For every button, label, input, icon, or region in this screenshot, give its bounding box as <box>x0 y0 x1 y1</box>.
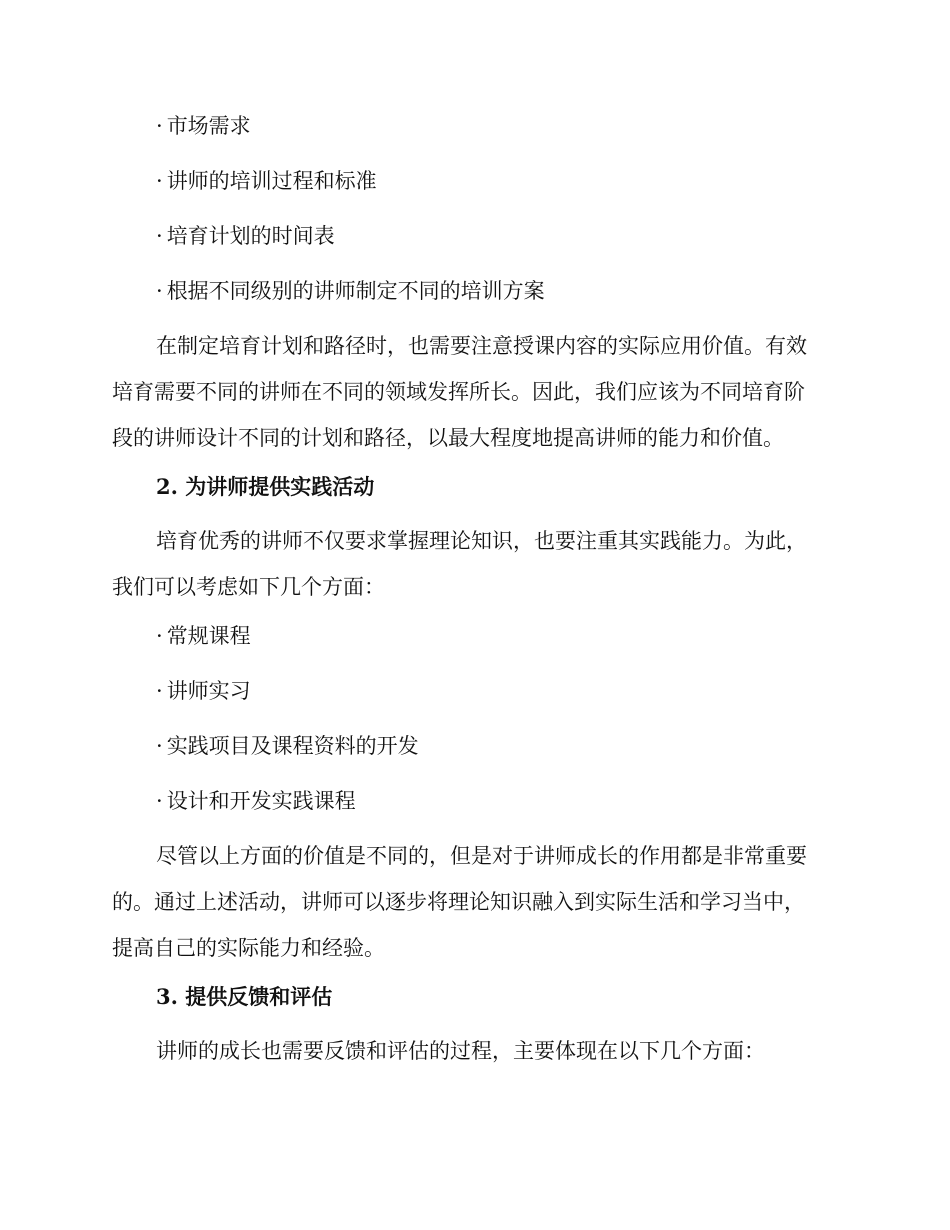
paragraph-line: 尽管以上方面的价值是不同的，但是对于讲师成长的作用都是非常重要 <box>156 844 807 868</box>
list-item: · 设计和开发实践课程 <box>156 789 356 813</box>
section-heading: 2. 为讲师提供实践活动 <box>156 474 375 499</box>
paragraph-line: 我们可以考虑如下几个方面： <box>112 575 385 599</box>
paragraph-line: 讲师的成长也需要反馈和评估的过程，主要体现在以下几个方面： <box>156 1039 765 1063</box>
list-item: · 实践项目及课程资料的开发 <box>156 734 419 758</box>
list-item: · 培育计划的时间表 <box>156 224 335 248</box>
bullet-dot: · <box>156 734 163 758</box>
bullet-dot: · <box>156 169 163 193</box>
list-item: · 根据不同级别的讲师制定不同的培训方案 <box>156 279 545 303</box>
paragraph-line: 的。通过上述活动，讲师可以逐步将理论知识融入到实际生活和学习当中， <box>112 890 805 914</box>
paragraph-line: 提高自己的实际能力和经验。 <box>112 936 385 960</box>
bullet-dot: · <box>156 279 163 303</box>
list-item: · 讲师的培训过程和标准 <box>156 169 377 193</box>
bullet-dot: · <box>156 624 163 648</box>
paragraph-line: 培育需要不同的讲师在不同的领域发挥所长。因此，我们应该为不同培育阶 <box>112 380 805 404</box>
bullet-dot: · <box>156 224 163 248</box>
list-item: · 讲师实习 <box>156 679 251 703</box>
paragraph-line: 在制定培育计划和路径时，也需要注意授课内容的实际应用价值。有效 <box>156 334 807 358</box>
paragraph-line: 培育优秀的讲师不仅要求掌握理论知识，也要注重其实践能力。为此， <box>156 529 807 553</box>
section-heading: 3. 提供反馈和评估 <box>156 984 333 1009</box>
list-item: · 常规课程 <box>156 624 251 648</box>
bullet-dot: · <box>156 114 163 138</box>
bullet-dot: · <box>156 679 163 703</box>
bullet-dot: · <box>156 789 163 813</box>
list-item: · 市场需求 <box>156 114 251 138</box>
paragraph-line: 段的讲师设计不同的计划和路径，以最大程度地提高讲师的能力和价值。 <box>112 426 784 450</box>
